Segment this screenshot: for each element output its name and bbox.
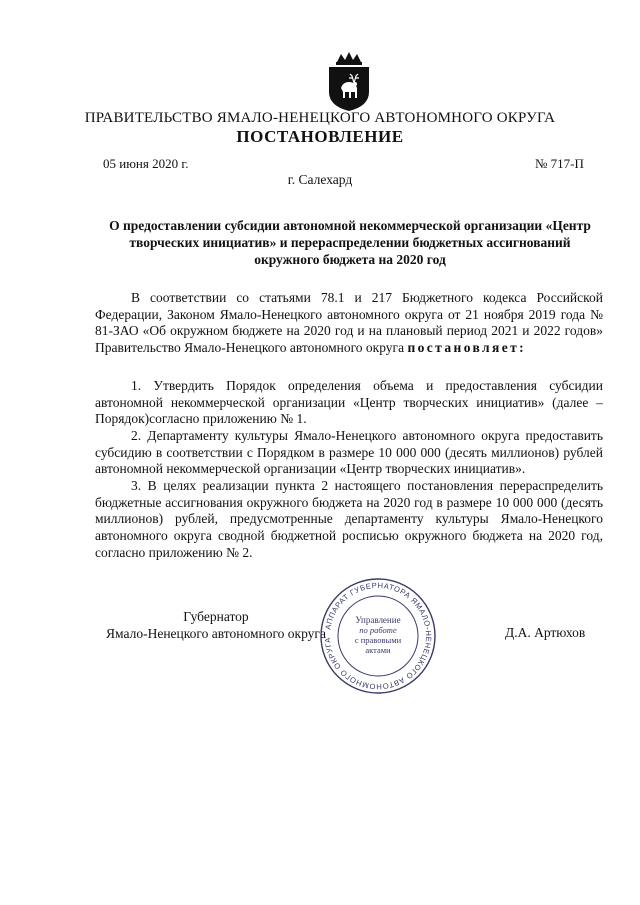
- stamp-ring-text: АППАРАТ ГУБЕРНАТОРА ЯМАЛО-НЕНЕЦКОГО АВТОНОМНОГО ОКРУГА: [322, 580, 434, 692]
- government-name: ПРАВИТЕЛЬСТВО ЯМАЛО-НЕНЕЦКОГО АВТОНОМНОГО ОКРУГА: [84, 110, 556, 126]
- resolves-word: постановляет:: [407, 340, 527, 356]
- official-stamp: [318, 577, 438, 695]
- coat-of-arms-icon: [325, 52, 373, 112]
- document-type: ПОСТАНОВЛЕНИЕ: [236, 127, 404, 146]
- stamp-line-2: по работе: [359, 625, 397, 635]
- stamp-line-1: Управление: [355, 615, 401, 625]
- item-3: 3. В целях реализации пункта 2 настоящего постановления перераспределить бюджетные ассигнования окружного бюджета на 2020 год в размере 10 000 000 (десять миллионов) рублей, предусмотренные департаменту культуры Ямало-Ненецкого автономного округа сводной бюджетной росписью окружного бюджета на 2020 год, согласно приложению № 2.: [95, 478, 603, 560]
- position-line-1: Губернатор: [183, 609, 249, 624]
- stamp-line-3: с правовыми: [354, 635, 402, 645]
- position-line-2: Ямало-Ненецкого автономного округа: [106, 626, 326, 641]
- decree-number: № 717-П: [535, 156, 584, 171]
- intro-paragraph: [95, 290, 603, 357]
- decree-date: 05 июня 2020 г.: [103, 156, 189, 171]
- decree-title: О предоставлении субсидии автономной некоммерческой организации «Центр творческих инициатив» и перераспределении бюджетных ассигнований окружного бюджета на 2020 год: [109, 218, 591, 267]
- stamp-line-4: актами: [365, 645, 391, 655]
- intro-text: В соответствии со статьями 78.1 и 217 Бюджетного кодекса Российской Федерации, Законом Ямало-Ненецкого автономного округа от 21 ноября 2019 года № 81-ЗАО «Об окружном бюджете на 2020 год и на плановый период 2021 и 2022 годов» Правительство Ямало-Ненецкого автономного округа: [95, 290, 603, 356]
- item-1: 1. Утвердить Порядок определения объема и предоставления субсидии автономной некоммерческой организации «Центр творческих инициатив» (далее – Порядок)согласно приложению № 1.: [95, 378, 603, 427]
- signatory-name: Д.А. Артюхов: [505, 625, 586, 640]
- item-2: 2. Департаменту культуры Ямало-Ненецкого автономного округа предоставить субсидию в соответствии с Порядком в размере 10 000 000 (десять миллионов) рублей автономной некоммерческой организации «Центр творческих инициатив».: [95, 428, 603, 477]
- decree-city: г. Салехард: [287, 172, 353, 187]
- signatory-position: [96, 608, 336, 642]
